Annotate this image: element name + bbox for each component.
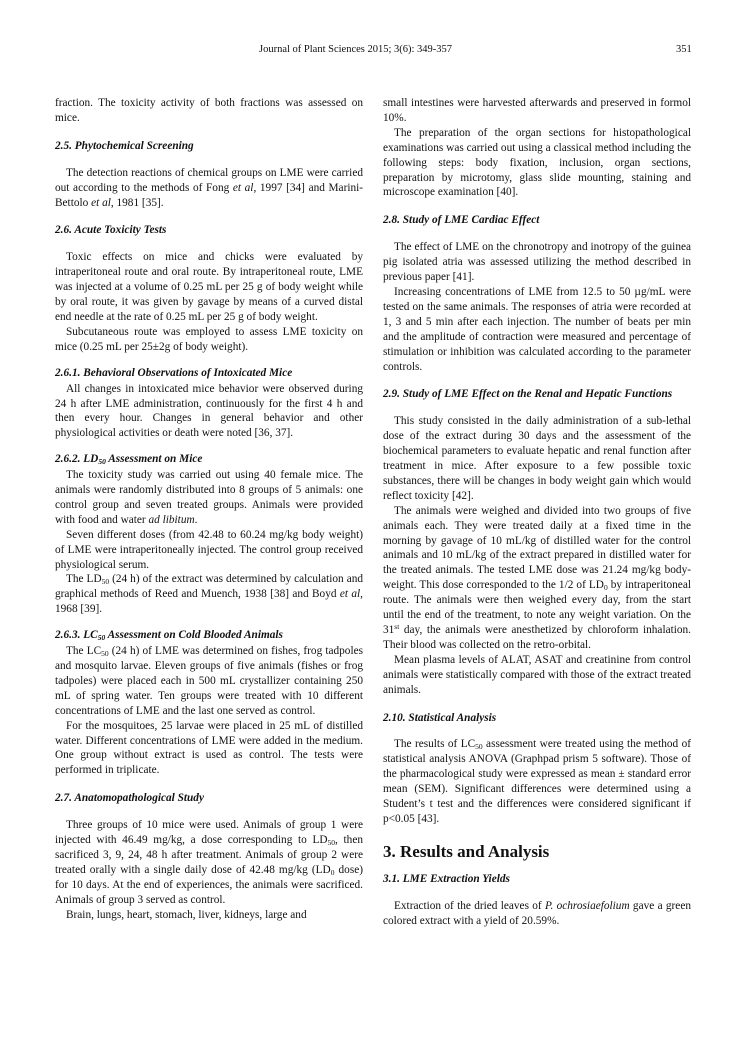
running-header [0, 44, 744, 58]
paragraph: This study consisted in the daily administration of a sub-lethal dose of the extract during 30 days and the assessment of the biochemical parameters to evaluate hepatic and renal function after treatment in mice. After exposure to a few possible toxic substances, there will be changes in body weight gain which would reflect toxicity [42]. [383, 415, 691, 502]
paragraph: Subcutaneous route was employed to assess LME toxicity on mice (0.25 mL per 25±2g of body weight). [55, 325, 363, 353]
section-heading-2-5: 2.5. Phytochemical Screening [55, 139, 194, 152]
paragraph: Mean plasma levels of ALAT, ASAT and creatinine from control animals were statistically compared with those of the extract treated animals. [383, 653, 691, 696]
section-heading-2-9: 2.9. Study of LME Effect on the Renal and Hepatic Functions [383, 388, 673, 401]
paragraph: The effect of LME on the chronotropy and inotropy of the guinea pig isolated atria was assessed utilizing the method described in previous paper [41]. [383, 241, 691, 284]
paragraph: fraction. The toxicity activity of both fractions was assessed on mice. [55, 97, 363, 124]
section-heading-3-1: 3.1. LME Extraction Yields [383, 872, 510, 885]
paragraph: Increasing concentrations of LME from 12.5 to 50 µg/mL were tested on the same animals. The responses of atria were recorded at 1, 3 and 5 min after each injection. The number of beats per min and the amplitude of contraction were measured and percentage of stimulation or inhibition was calculated according to the parameter controls. [383, 285, 691, 373]
paragraph: The $LD_{50}$ (24 h) of the extract was determined by calculation and graphical methods of Reed and Muench, 1938 [38] and Boyd et al, 1968 [39]. [55, 573, 364, 616]
section-heading-3: 3. Results and Analysis [383, 841, 550, 861]
paragraph: For the mosquitoes, 25 larvae were placed in 25 mL of distilled water. Different concentrations of LME were added in the medium. One group without extract is used as control. The tests were performed in triplicate. [55, 719, 363, 777]
paragraph: The detection reactions of chemical groups on LME were carried out according to the methods of Fong et al, 1997 [34] and Marini-Bettolo et al, 1981 [35]. [55, 166, 364, 209]
paragraph: Extraction of the dried leaves of P. ochrosiaefolium gave a green colored extract with a yield of 20.59%. [383, 899, 691, 927]
subsection-heading-2-6-2: 2.6.2. $LD_{50}$ Assessment on Mice [55, 453, 203, 467]
section-heading-2-7: 2.7. Anatomopathological Study [55, 792, 204, 805]
journal-citation: Journal of Plant Sciences 2015; 3(6): 349-357 [259, 44, 453, 55]
subsection-heading-2-6-1: 2.6.1. Behavioral Observations of Intoxicated Mice [55, 366, 293, 379]
paragraph: Brain, lungs, heart, stomach, liver, kidneys, large and [66, 908, 307, 921]
section-heading-2-8: 2.8. Study of LME Cardiac Effect [383, 214, 540, 227]
paragraph: The $LC_{50}$ (24 h) of LME was determined on fishes, frog tadpoles and mosquito larvae. Eleven groups of five animals (fishes or frog tadpoles) were placed each in 500 mL crystallizer containing 250 mL of spring water. Ten groups were treated with 10 different concentrations of LME and the last one served as control. [55, 645, 364, 717]
page-number: 351 [676, 44, 692, 55]
right-column [383, 96, 691, 929]
section-heading-2-6: 2.6. Acute Toxicity Tests [55, 224, 167, 237]
paragraph: Three groups of 10 mice were used. Animals of group 1 were injected with 46.49 mg/kg, a dose corresponding to $LD_{50}$, then sacrificed 3, 9, 24, 48 h after treatment. Animals of group 2 were treated orally with a single daily dose of 42.48 mg/kg ($LD_0$ dose) for 10 days. At the end of experiences, the animals were sacrificed. Animals of group 3 served as control. [55, 819, 363, 906]
section-heading-2-10: 2.10. Statistical Analysis [383, 711, 497, 724]
paragraph: Toxic effects on mice and chicks were evaluated by intraperitoneal route and oral route. By intraperitoneal route, LME was injected at a volume of 0.25 mL per 25 g of body weight while by oral route, it was given by gavage by means of a curved distal end needle at the rate of 0.25 mL per 25 g of body weight. [55, 251, 363, 323]
paragraph: small intestines were harvested afterwards and preserved in formol 10%. [383, 97, 691, 124]
paragraph: The results of $LC_{50}$ assessment were treated using the method of statistical analysis ANOVA (Graphpad prism 5 software). Those of the pharmacological study were expressed as mean ± standard error mean (SEM). Significant differences were determined using a Student’s t test and the differences were considered significant if p<0.05 [43]. [383, 738, 691, 825]
paragraph: The animals were weighed and divided into two groups of five animals each. They were treated daily at a fixed time in the morning by gavage of 10 mL/kg of distilled water for the control animals and 10 mL/kg of the extract prepared in distilled water for the treated animals. The tested LME dose was 21.24 mg/kg body-weight. This dose corresponded to the 1/2 of $LD_0$ by intraperitoneal route. The animals were then weighed every day, from the start until the end of the treatment, to note any weight variation. On the 31st day, the animals were anesthetized by chloroform inhalation. Their blood was collected on the retro-orbital. [383, 504, 691, 651]
paragraph: Seven different doses (from 42.48 to 60.24 mg/kg body weight) of LME were intraperitoneally injected. The control group received physiological serum. [55, 528, 363, 571]
paragraph: All changes in intoxicated mice behavior were observed during 24 h after LME administration, continuously for the first 4 h and then every hour. Changes in general behavior and other physiological activities or death were noted [36, 37]. [55, 382, 363, 440]
subsection-heading-2-6-3: 2.6.3. $LC_{50}$ Assessment on Cold Blooded Animals [55, 629, 283, 643]
paragraph: The preparation of the organ sections for histopathological examinations was carried out using a classical method including the following steps: body fixation, inclusion, organ sections, preparation by microtomy, glass slide mounting, staining and microscope examination [40]. [383, 126, 691, 199]
paragraph: The toxicity study was carried out using 40 female mice. The animals were randomly distributed into 8 groups of 5 animals: one control group and seven treated groups. Animals were provided with food and water ad libitum. [55, 469, 363, 526]
left-column [55, 96, 363, 923]
